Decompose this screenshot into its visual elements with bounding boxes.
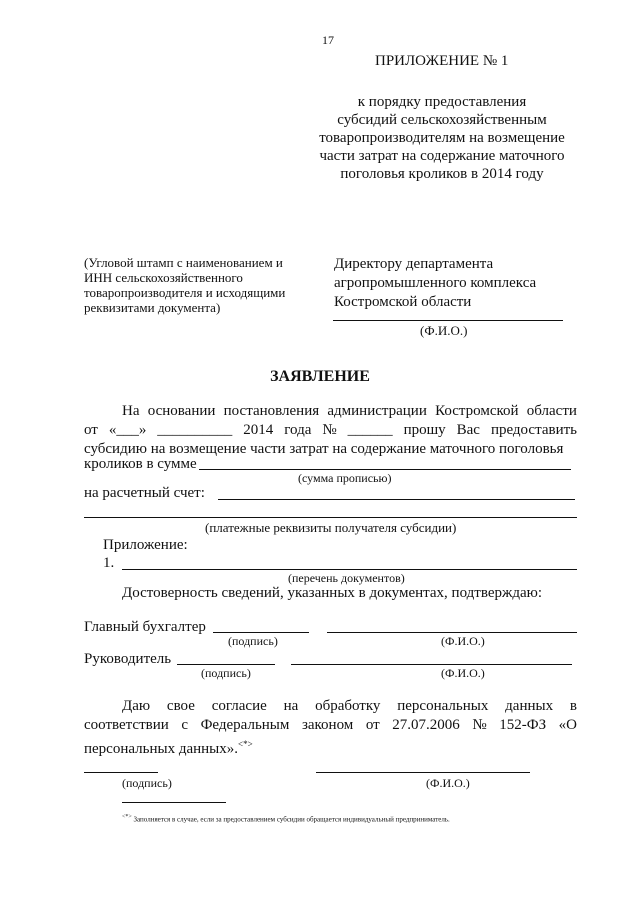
word: Федеральным (200, 717, 290, 733)
word: основании (147, 403, 216, 419)
footnote-reference: <*> (238, 739, 253, 749)
appendix-line: к порядку предоставления (357, 94, 527, 110)
word: персональных (397, 698, 489, 714)
appendix-line: части затрат на содержание маточного (319, 148, 565, 164)
footnote-separator (122, 802, 226, 803)
head-fio-caption: (Ф.И.О.) (441, 666, 485, 680)
word: предоставить (490, 422, 577, 438)
accountant-signature-caption: (подпись) (228, 634, 278, 648)
sum-caption: (сумма прописью) (298, 471, 392, 485)
word: области (526, 403, 577, 419)
sum-label: кроликов в сумме (84, 456, 197, 472)
document-heading: ЗАЯВЛЕНИЕ (270, 368, 370, 385)
number-field[interactable]: ______ (347, 422, 393, 438)
bottom-signature-field[interactable] (84, 772, 158, 773)
stamp-note-line: (Угловой штамп с наименованием и (84, 255, 283, 270)
word: № (322, 422, 337, 438)
head-signature-field[interactable] (177, 664, 275, 665)
stamp-note (84, 255, 285, 315)
body-line-2 (84, 421, 577, 440)
addressee-fio-line[interactable] (333, 320, 563, 321)
addressee-line: агропромышленного комплекса (334, 275, 537, 291)
bottom-fio-caption: (Ф.И.О.) (426, 776, 470, 790)
documents-caption: (перечень документов) (288, 571, 405, 585)
word: постановления (223, 403, 320, 419)
body-line-3: субсидию на возмещение части затрат на содержание маточного поголовья (84, 441, 564, 457)
consent-line-2 (84, 716, 577, 735)
word: года (284, 422, 312, 438)
body-line-1 (122, 402, 577, 421)
sum-field[interactable] (199, 469, 571, 470)
appendix-line: субсидий сельскохозяйственным (337, 112, 547, 128)
consent-line-3 (84, 735, 577, 759)
stamp-note-line: ИНН сельскохозяйственного (84, 270, 243, 285)
word: свое (166, 698, 195, 714)
appendix-line: поголовья кроликов в 2014 году (340, 166, 544, 182)
word: законом (301, 717, 354, 733)
payment-caption: (платежные реквизиты получателя субсидии) (205, 520, 457, 535)
addressee-fio-caption: (Ф.И.О.) (420, 323, 468, 338)
account-label: на расчетный счет: (84, 485, 205, 501)
word: № (472, 717, 487, 733)
addressee (334, 255, 536, 312)
addressee-line: Директору департамента (334, 256, 494, 272)
head-label: Руководитель (84, 651, 172, 667)
word: администрации (327, 403, 427, 419)
word: прошу (403, 422, 446, 438)
word: 2014 (243, 422, 274, 438)
word: обработку (315, 698, 381, 714)
head-signature-caption: (подпись) (201, 666, 251, 680)
consent-tail: персональных данных». (84, 741, 239, 757)
consent-line-1 (122, 697, 577, 716)
footnote (122, 814, 450, 823)
attachment-item-number: 1. (103, 555, 115, 571)
word: 27.07.2006 (392, 717, 460, 733)
bottom-fio-field[interactable] (316, 772, 530, 773)
confirm-text: Достоверность сведений, указанных в документах, подтверждаю: (122, 585, 543, 601)
appendix-subtitle (312, 93, 572, 183)
word: от (84, 422, 98, 438)
word: с (181, 717, 188, 733)
word: «О (558, 717, 577, 733)
word: на (283, 698, 299, 714)
accountant-label: Главный бухгалтер (84, 619, 206, 635)
accountant-fio-field[interactable] (327, 632, 577, 633)
word: Даю (122, 698, 151, 714)
word: данных (505, 698, 554, 714)
bottom-signature-caption: (подпись) (122, 776, 172, 790)
footnote-mark: <*> (122, 814, 132, 820)
addressee-line: Костромской области (334, 294, 472, 310)
word: Вас (456, 422, 480, 438)
stamp-note-line: товаропроизводителя и исходящими (84, 285, 286, 300)
word: Костромской (435, 403, 519, 419)
attachment-label: Приложение: (103, 537, 188, 553)
word: в (569, 698, 577, 714)
appendix-line: товаропроизводителям на возмещение (319, 130, 565, 146)
head-fio-field[interactable] (291, 664, 572, 665)
word: от (365, 717, 380, 733)
footnote-text: Заполняется в случае, если за предоставлением субсидии обращается индивидуальный предприниматель. (133, 815, 450, 824)
account-field[interactable] (218, 499, 575, 500)
month-field[interactable]: __________ (157, 422, 233, 438)
stamp-note-line: реквизитами документа) (84, 300, 221, 315)
accountant-fio-caption: (Ф.И.О.) (441, 634, 485, 648)
appendix-title: ПРИЛОЖЕНИЕ № 1 (375, 53, 509, 69)
word: соответствии (84, 717, 169, 733)
day-field[interactable]: «___» (108, 422, 147, 438)
payment-details-field[interactable] (84, 517, 577, 518)
word: согласие (211, 698, 267, 714)
word: На (122, 403, 140, 419)
page-number: 17 (322, 33, 334, 47)
accountant-signature-field[interactable] (213, 632, 309, 633)
attachment-field[interactable] (122, 569, 577, 570)
word: 152-ФЗ (499, 717, 547, 733)
